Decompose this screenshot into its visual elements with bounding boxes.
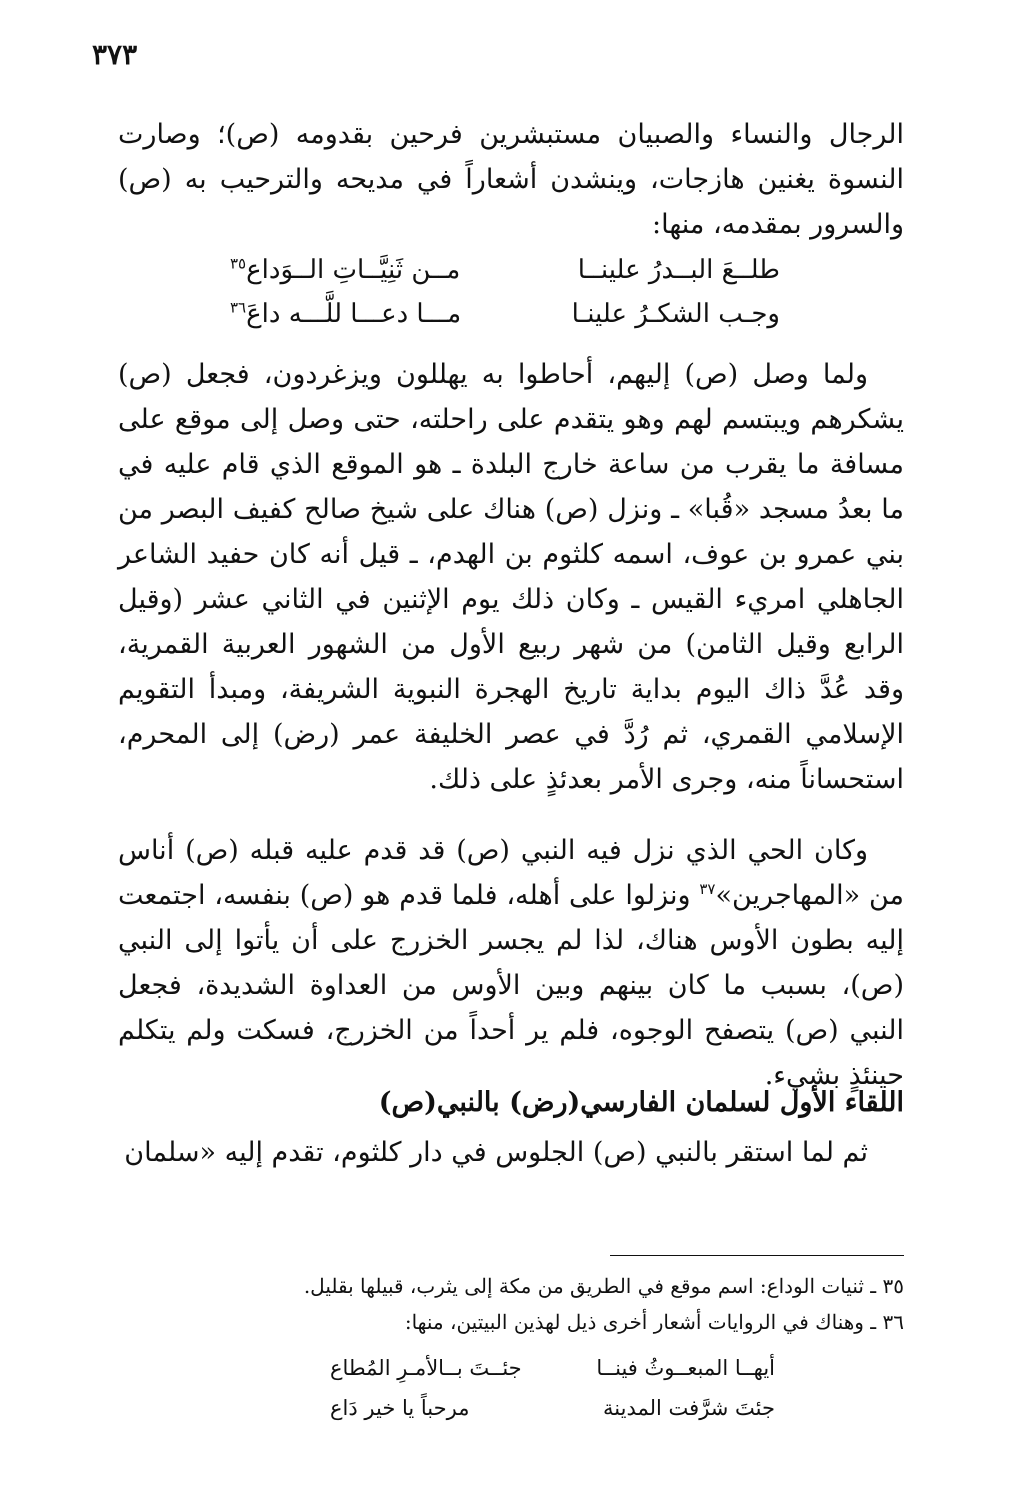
paragraph-3: وكان الحي الذي نزل فيه النبي (ص) قد قدم عليه قبله (ص) أناس من «المهاجرين»$^{٣٧}$ ونزلوا على أهله، فلما قدم هو (ص) بنفسه، اجتمعت إليه بطون الأوس هناك، لذا لم يجسر الخزرج على أن يأتوا إلى النبي (ص)، بسبب ما كان بينهم وبين الأوس من العداوة الشديدة، فجعل النبي (ص) يتصفح الوجوه، فلم ير أحداً من الخزرج، فسكت ولم يتكلم حينئذٍ بشيء. xyxy=(118,835,905,1091)
footnote-hemistich-left: مرحباً يا خير دَاع xyxy=(330,1396,470,1420)
footnote-verse xyxy=(330,1388,775,1428)
footnote-ref: ٣٥ xyxy=(230,254,247,273)
footnote-ref: ٣٦ xyxy=(230,298,247,317)
paragraph-4: ثم لما استقر بالنبي (ص) الجلوس في دار كلثوم، تقدم إليه «سلمان xyxy=(124,1137,868,1168)
poem-hemistich-left: مـــا دعـــا للَّـــه داعَ$^{٣٦}$ xyxy=(230,298,462,329)
footnote-36: ٣٦ ـ وهناك في الروايات أشعار أخرى ذيل لهذين البيتين، منها: xyxy=(404,1310,904,1334)
footnote-poem xyxy=(330,1348,775,1428)
page-number: ٣٧٣ xyxy=(92,38,138,71)
footnote-hemistich-left: جئــتَ بــالأمـرِ المُطاع xyxy=(330,1356,522,1380)
poem-hemistich-left: مــن ثَنِيَّــاتِ الــوَداع$^{٣٥}$ xyxy=(230,254,461,285)
poem-hemistich-right: وجـب الشكـرُ علينـا xyxy=(571,299,780,329)
footnote-35: ٣٥ ـ ثنيات الوداع: اسم موقع في الطريق من مكة إلى يثرب، قبيلها بقليل. xyxy=(303,1274,904,1298)
poem-hemistich-right: طلــعَ البــدرُ علينــا xyxy=(577,255,780,285)
footnote-divider xyxy=(610,1255,904,1256)
poem xyxy=(230,248,780,336)
poem-verse xyxy=(230,292,780,336)
footnote-hemistich-right: أيهــا المبعــوثُ فينــا xyxy=(596,1356,775,1380)
footnote-hemistich-right: جئتَ شرَّفت المدينة xyxy=(603,1396,775,1420)
poem-verse xyxy=(230,248,780,292)
paragraph-2: ولما وصل (ص) إليهم، أحاطوا به يهللون ويزغردون، فجعل (ص) يشكرهم ويبتسم لهم وهو يتقدم على راحلته، حتى وصل إلى موقع على مسافة ما يقرب من ساعة خارج البلدة ـ هو الموقع الذي قام عليه في ما بعدُ مسجد «قُبا» ـ ونزل (ص) هناك على شيخ صالح كفيف البصر من بني عمرو بن عوف، اسمه كلثوم بن الهدم، ـ قيل أنه كان حفيد الشاعر الجاهلي امريء القيس ـ وكان ذلك يوم الإثنين في الثاني عشر (وقيل الرابع وقيل الثامن) من شهر ربيع الأول من الشهور العربية القمرية، وقد عُدَّ ذاك اليوم بداية تاريخ الهجرة النبوية الشريفة، ومبدأ التقويم الإسلامي القمري، ثم رُدَّ في عصر الخليفة عمر (رض) إلى المحرم، استحساناً منه، وجرى الأمر بعدئذٍ على ذلك. xyxy=(118,359,904,795)
footnote-verse xyxy=(330,1348,775,1388)
footnotes xyxy=(180,1268,904,1340)
footnote-ref: ٣٧ xyxy=(699,880,716,898)
section-heading: اللقاء الأول لسلمان الفارسي(رض) بالنبي(ص) xyxy=(378,1087,904,1118)
paragraph-1: الرجال والنساء والصبيان مستبشرين فرحين بقدومه (ص)؛ وصارت النسوة يغنين هازجات، وينشدن أشعاراً في مديحه والترحيب به (ص) والسرور بمقدمه، منها: xyxy=(118,119,904,240)
